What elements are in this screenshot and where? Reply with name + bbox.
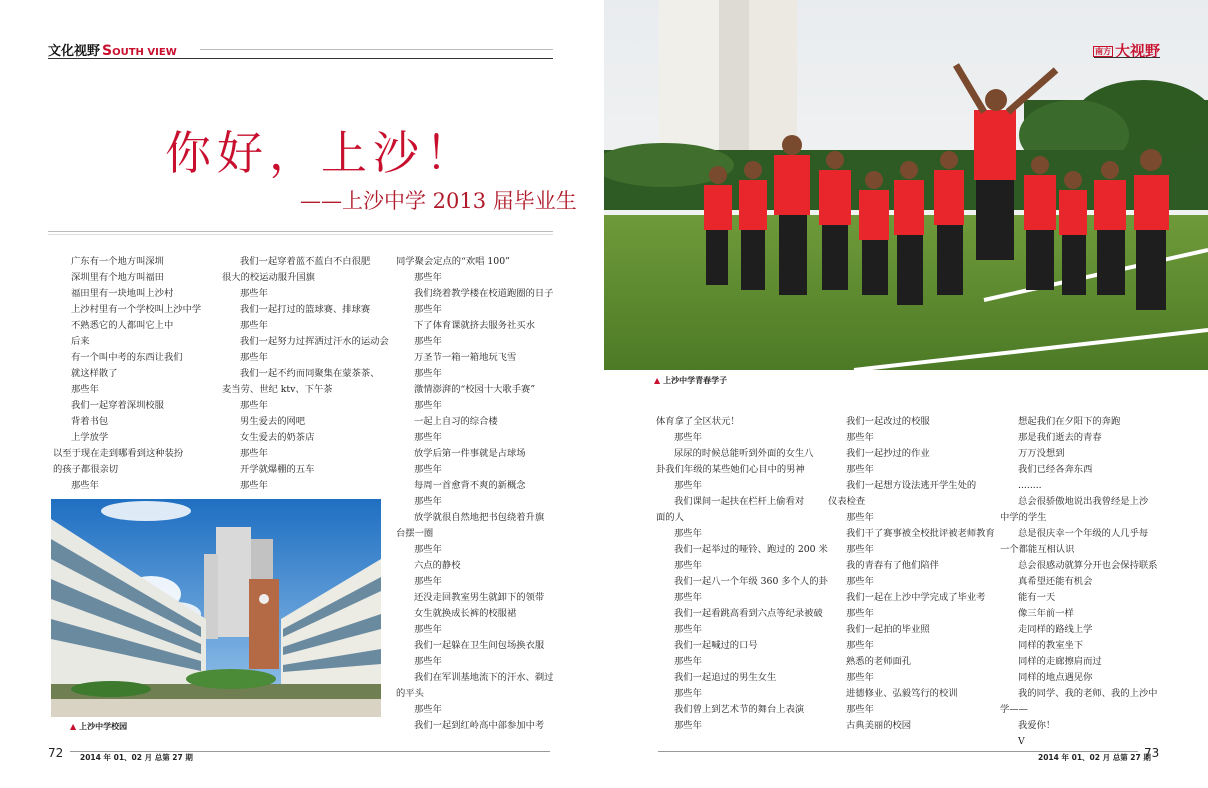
text-line: 的平头 bbox=[396, 688, 424, 699]
text-line: 那些年 bbox=[240, 352, 268, 363]
text-line: 那些年 bbox=[414, 576, 442, 587]
text-line: 我们一起不约而同聚集在蒙茶茶、 bbox=[240, 368, 380, 379]
text-line: 面的人 bbox=[656, 512, 684, 523]
text-line: 下了体育课就挤去服务社买水 bbox=[414, 320, 535, 331]
text-line: 那些年 bbox=[846, 672, 874, 683]
text-line: 尿尿的时候总能听到外面的女生八 bbox=[674, 448, 814, 459]
text-line: 女生爱去的奶茶店 bbox=[240, 432, 315, 443]
text-line: 那些年 bbox=[71, 384, 99, 395]
issue-info-right: 2014 年 01、02 月 总第 27 期 bbox=[1038, 753, 1151, 762]
section-title-right: 大视野 bbox=[1114, 42, 1160, 60]
text-line: 那是我们逝去的青春 bbox=[1018, 432, 1102, 443]
text-line: 六点的静校 bbox=[414, 560, 461, 571]
text-line: 卦我们年级的某些她们心目中的男神 bbox=[656, 464, 805, 475]
text-line: 我们绕着教学楼在校道跑圈的日子 bbox=[414, 288, 554, 299]
text-line: 激情澎湃的“校园十大歌手赛” bbox=[414, 384, 536, 395]
page-number-right: 73 bbox=[1144, 746, 1160, 760]
text-line: 麦当劳、世纪 ktv、下午茶 bbox=[222, 384, 333, 395]
text-line: 同样的走廊擦肩而过 bbox=[1018, 656, 1102, 667]
text-line: 同学聚会定点的“欢唱 100” bbox=[396, 256, 510, 267]
text-line: 像三年前一样 bbox=[1018, 608, 1074, 619]
page-number-left: 72 bbox=[48, 746, 64, 760]
text-line: 进德修业、弘毅笃行的校训 bbox=[846, 688, 958, 699]
triangle-icon: ▲ bbox=[654, 376, 661, 385]
text-line: 那些年 bbox=[846, 576, 874, 587]
text-line: 那些年 bbox=[414, 656, 442, 667]
text-line: 那些年 bbox=[414, 304, 442, 315]
text-line: 我们一起追过的男生女生 bbox=[674, 672, 777, 683]
text-line: 古典美丽的校园 bbox=[846, 720, 912, 731]
text-line: 一起上自习的综合楼 bbox=[414, 416, 498, 427]
text-line: 很大的校运动服升国旗 bbox=[222, 272, 315, 283]
text-line: 体育拿了全区状元！ bbox=[656, 416, 740, 427]
text-line: 我们一起穿着蓝不蓝白不白很肥 bbox=[240, 256, 371, 267]
text-line: 总会很骄傲地说出我曾经是上沙 bbox=[1018, 496, 1149, 507]
text-line: 那些年 bbox=[846, 544, 874, 555]
text-line: V bbox=[1018, 736, 1025, 747]
text-line: 有一个叫中考的东西让我们 bbox=[71, 352, 183, 363]
text-line: 那些年 bbox=[414, 336, 442, 347]
text-line: 我们一起八一个年级 360 多个人的卦 bbox=[674, 576, 828, 587]
text-line: 那些年 bbox=[846, 640, 874, 651]
text-line: 我的同学、我的老师、我的上沙中 bbox=[1018, 688, 1158, 699]
issue-info-left: 2014 年 01、02 月 总第 27 期 bbox=[80, 753, 193, 762]
text-line: 那些年 bbox=[240, 448, 268, 459]
text-line: 放学后第一件事就是占球场 bbox=[414, 448, 526, 459]
text-line: 那些年 bbox=[846, 608, 874, 619]
text-line: 背着书包 bbox=[71, 416, 109, 427]
text-line: 那些年 bbox=[674, 720, 702, 731]
text-line: 我的青春有了他们陪伴 bbox=[846, 560, 939, 571]
text-line: 上学放学 bbox=[71, 432, 109, 443]
text-line: 真希望还能有机会 bbox=[1018, 576, 1093, 587]
text-line: 广东有一个地方叫深圳 bbox=[71, 256, 164, 267]
text-line: 那些年 bbox=[414, 432, 442, 443]
text-line: 那些年 bbox=[846, 464, 874, 475]
caption-students: ▲ 上沙中学青春学子 bbox=[654, 376, 728, 385]
text-line: 想起我们在夕阳下的奔跑 bbox=[1018, 416, 1121, 427]
text-line: 能有一天 bbox=[1018, 592, 1056, 603]
text-line: 我们一起躲在卫生间包场换衣服 bbox=[414, 640, 545, 651]
text-line: ........ bbox=[1018, 480, 1042, 491]
text-line: 女生就换成长裤的校服裙 bbox=[414, 608, 517, 619]
section-title-en: SOUTH VIEW bbox=[102, 43, 177, 59]
text-line: 总是很庆幸一个年级的人几乎每 bbox=[1018, 528, 1149, 539]
text-line: 那些年 bbox=[674, 480, 702, 491]
text-line: 一个都能互相认识 bbox=[1000, 544, 1075, 555]
text-line: 那些年 bbox=[674, 624, 702, 635]
text-line: 的孩子都很亲切 bbox=[53, 464, 119, 475]
text-line: 每周一首愈背不爽的新概念 bbox=[414, 480, 526, 491]
text-line: 总会很感动就算分开也会保持联系 bbox=[1018, 560, 1158, 571]
text-line: 熟悉的老师面孔 bbox=[846, 656, 912, 667]
left-column-2 bbox=[222, 254, 387, 494]
text-line: 还没走回教室男生就卸下的领带 bbox=[414, 592, 545, 603]
text-line: 我们一起举过的哑铃、跑过的 200 米 bbox=[674, 544, 828, 555]
text-line: 我们一起穿着深圳校服 bbox=[71, 400, 164, 411]
text-line: 福田里有一块地叫上沙村 bbox=[71, 288, 174, 299]
article-subtitle: ——上沙中学 2013 届毕业生 bbox=[300, 189, 577, 213]
text-line: 我们曾上到艺术节的舞台上表演 bbox=[674, 704, 805, 715]
header-rule-right bbox=[1094, 57, 1160, 58]
brand-mark: 南方 bbox=[1094, 47, 1111, 56]
text-line: 万圣节一箱一箱地玩飞雪 bbox=[414, 352, 517, 363]
triangle-icon: ▲ bbox=[70, 722, 77, 731]
text-line: 我们一起喊过的口号 bbox=[674, 640, 758, 651]
right-column-2 bbox=[828, 414, 993, 734]
header-rule bbox=[48, 58, 553, 59]
text-line: 男生爱去的网吧 bbox=[240, 416, 306, 427]
text-line: 我们一起打过的篮球赛、排球赛 bbox=[240, 304, 371, 315]
text-line: 那些年 bbox=[674, 656, 702, 667]
text-line: 开学就爆棚的五车 bbox=[240, 464, 315, 475]
section-title: 文化视野 bbox=[48, 44, 101, 59]
text-line: 那些年 bbox=[414, 368, 442, 379]
text-line: 同样的地点遇见你 bbox=[1018, 672, 1093, 683]
text-line: 深圳里有个地方叫福田 bbox=[71, 272, 164, 283]
text-line: 那些年 bbox=[71, 480, 99, 491]
text-line: 学—— bbox=[1000, 704, 1028, 715]
text-line: 我们在军训基地流下的汗水、剃过 bbox=[414, 672, 554, 683]
text-line: 那些年 bbox=[240, 480, 268, 491]
text-line: 我们一起拍的毕业照 bbox=[846, 624, 930, 635]
text-line: 那些年 bbox=[414, 496, 442, 507]
text-line: 那些年 bbox=[846, 704, 874, 715]
right-column-1 bbox=[656, 414, 828, 734]
text-line: 那些年 bbox=[414, 544, 442, 555]
right-column-3 bbox=[1000, 414, 1165, 750]
text-line: 那些年 bbox=[846, 512, 874, 523]
text-line: 那些年 bbox=[240, 400, 268, 411]
text-line: 那些年 bbox=[414, 624, 442, 635]
text-line: 我爱你！ bbox=[1018, 720, 1056, 731]
text-line: 那些年 bbox=[414, 400, 442, 411]
text-line: 那些年 bbox=[414, 464, 442, 475]
text-line: 中学的学生 bbox=[1000, 512, 1047, 523]
text-line: 后来 bbox=[71, 336, 90, 347]
text-line: 我们干了赛事被全校批评被老师教育 bbox=[846, 528, 995, 539]
right-page bbox=[604, 0, 1208, 788]
text-line: 那些年 bbox=[414, 272, 442, 283]
left-column-1 bbox=[53, 254, 213, 494]
text-line: 以至于现在走到哪看到这种装扮 bbox=[53, 448, 184, 459]
school-photo bbox=[51, 499, 381, 717]
section-label-left bbox=[48, 40, 177, 59]
text-line: 那些年 bbox=[674, 528, 702, 539]
text-line: 我们课间一起扶在栏杆上偷看对 bbox=[674, 496, 805, 507]
header-rule-thin bbox=[200, 49, 553, 50]
text-line: 上沙村里有一个学校叫上沙中学 bbox=[71, 304, 202, 315]
text-line: 我们一起到红岭高中部参加中考 bbox=[414, 720, 545, 731]
text-line: 同样的教室坐下 bbox=[1018, 640, 1084, 651]
article-title: 你好，上沙！ bbox=[165, 126, 477, 180]
text-line: 我们一起抄过的作业 bbox=[846, 448, 930, 459]
text-line: 放学就很自然地把书包绕着升旗 bbox=[414, 512, 545, 523]
text-line: 我们一起改过的校服 bbox=[846, 416, 930, 427]
text-line: 那些年 bbox=[240, 320, 268, 331]
text-line: 台摆一圈 bbox=[396, 528, 434, 539]
text-line: 那些年 bbox=[674, 560, 702, 571]
text-line: 那些年 bbox=[674, 432, 702, 443]
text-line: 我们一起看跳高看到六点等纪录被破 bbox=[674, 608, 823, 619]
text-line: 万万没想到 bbox=[1018, 448, 1065, 459]
title-rule-2 bbox=[48, 234, 553, 235]
text-line: 我们已经各奔东西 bbox=[1018, 464, 1093, 475]
text-line: 我们一起努力过挥洒过汗水的运动会 bbox=[240, 336, 389, 347]
text-line: 那些年 bbox=[846, 432, 874, 443]
text-line: 那些年 bbox=[414, 704, 442, 715]
text-line: 那些年 bbox=[240, 288, 268, 299]
left-column-3 bbox=[396, 254, 558, 734]
text-line: 那些年 bbox=[674, 592, 702, 603]
text-line: 就这样散了 bbox=[71, 368, 118, 379]
text-line: 不熟悉它的人都叫它上中 bbox=[71, 320, 174, 331]
caption-school: ▲ 上沙中学校园 bbox=[70, 722, 128, 731]
text-line: 仪表检查 bbox=[828, 496, 866, 507]
title-rule bbox=[48, 231, 553, 232]
text-line: 走同样的路线上学 bbox=[1018, 624, 1093, 635]
text-line: 我们一起在上沙中学完成了毕业考 bbox=[846, 592, 986, 603]
text-line: 那些年 bbox=[674, 688, 702, 699]
text-line: 我们一起想方设法逃开学生处的 bbox=[846, 480, 977, 491]
